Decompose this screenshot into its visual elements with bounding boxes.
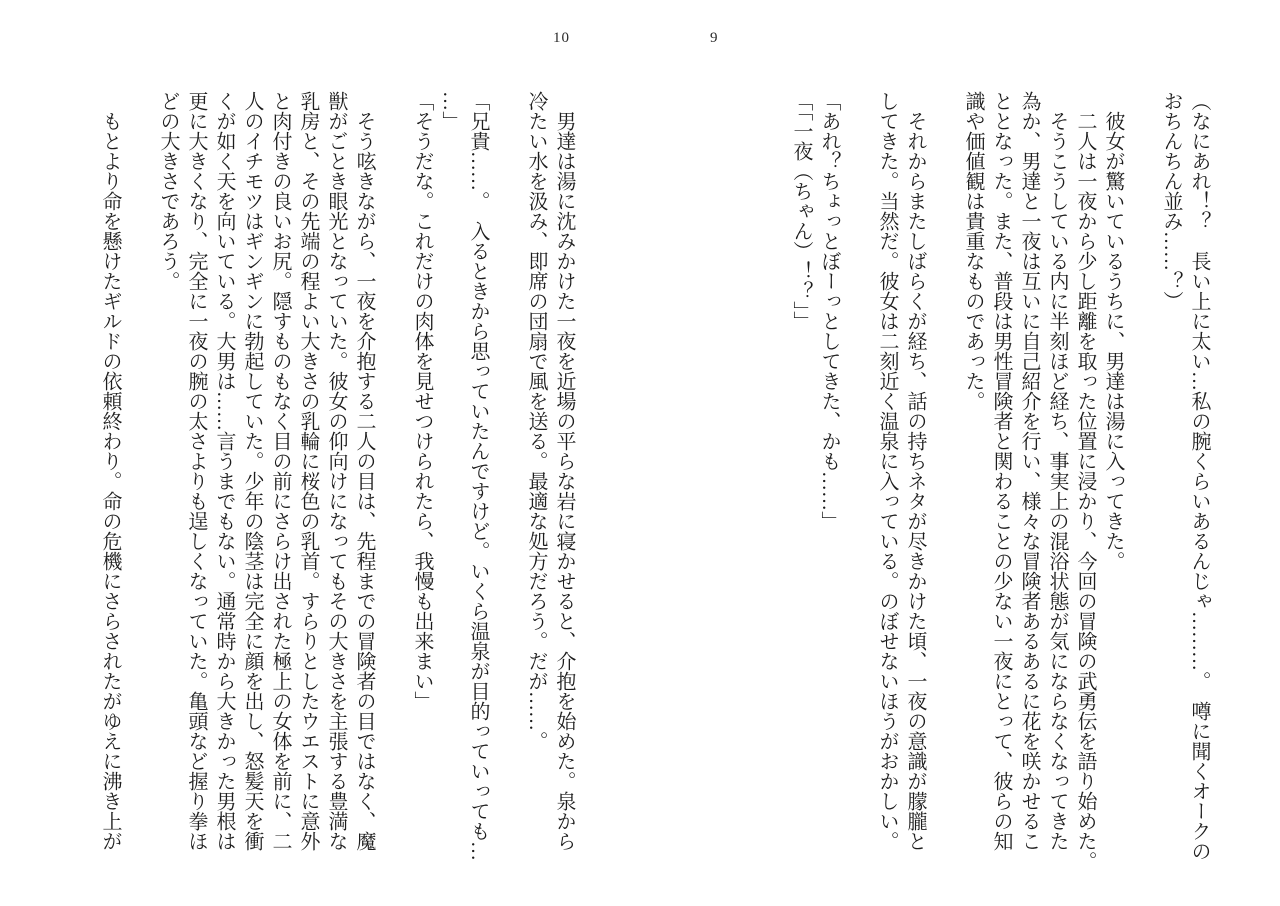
text-column: 識や価値観は貴重なものであった。 bbox=[962, 91, 984, 411]
text-column: おちんちん並み……？） bbox=[1160, 91, 1182, 311]
text-column: 「そうだな。これだけの肉体を見せつけられたら、我慢も出来まい」 bbox=[411, 91, 433, 711]
text-column: 「「一夜（ちゃん）！？」」 bbox=[790, 91, 812, 331]
text-column: もとより命を懸けたギルドの依頼終わり。命の危機にさらされたがゆえに沸き上が bbox=[99, 91, 121, 851]
text-column: 更に大きくなり、完全に一夜の腕の太さよりも逞しくなっていた。亀頭など握り拳ほ bbox=[185, 91, 207, 851]
text-column: ととなった。また、普段は男性冒険者と関わることの少ない一夜にとって、彼らの知 bbox=[990, 91, 1012, 851]
text-column: 「あれ？ちょっとぼーっとしてきた、かも……」 bbox=[818, 91, 840, 531]
text-column: 為か、男達と一夜は互いに自己紹介を行い、様々な冒険者あるあるに花を咲かせるこ bbox=[1018, 91, 1040, 851]
text-column: （なにあれ！？ 長い上に太い…私の腕くらいあるんじゃ………。 噂に聞くオークの bbox=[1188, 91, 1210, 861]
text-column: そう呟きながら、一夜を介抱する二人の目は、先程までの冒険者の目ではなく、魔 bbox=[353, 91, 375, 851]
text-column: 彼女が驚いているうちに、男達は湯に入ってきた。 bbox=[1102, 91, 1124, 571]
text-column: くが如く天を向いている。大男は……言うまでもない。通常時から大きかった男根は bbox=[213, 91, 235, 851]
text-column: 冷たい水を汲み、即席の団扇で風を送る。最適な処方だろう。だが……。 bbox=[525, 91, 547, 751]
text-column: 「兄貴……。 入るときから思っていたんですけど。いくら温泉が目的っていっても… bbox=[467, 91, 489, 861]
text-column: と肉付きの良いお尻。隠すものもなく目の前にさらけ出された極上の女体を前に、二 bbox=[269, 91, 291, 851]
text-column: 男達は湯に沈みかけた一夜を近場の平らな岩に寝かせると、介抱を始めた。泉から bbox=[553, 91, 575, 851]
text-column: 乳房と、その先端の程よい大きさの乳輪に桜色の乳首。すらりとしたウエストに意外 bbox=[297, 91, 319, 851]
page-number-right: 9 bbox=[710, 30, 719, 46]
page-10-text-block bbox=[96, 91, 578, 886]
text-column: 二人は一夜から少し距離を取った位置に浸かり、今回の冒険の武勇伝を語り始めた。 bbox=[1074, 91, 1096, 871]
text-column: してきた。当然だ。彼女は二刻近く温泉に入っている。のぼせないほうがおかしい。 bbox=[876, 91, 898, 851]
text-column: そうこうしている内に半刻ほど経ち、事実上の混浴状態が気にならなくなってきた bbox=[1046, 91, 1068, 851]
text-column: それからまたしばらくが経ち、話の持ちネタが尽きかけた頃、一夜の意識が朦朧と bbox=[904, 91, 926, 851]
text-column: どの大きさであろう。 bbox=[157, 91, 179, 291]
text-column: …」 bbox=[439, 91, 461, 131]
page-number-left: 10 bbox=[553, 30, 570, 46]
text-column: 人のイチモツはギンギンに勃起していた。少年の陰茎は完全に顔を出し、怒髪天を衝 bbox=[241, 91, 263, 851]
text-column: 獣がごとき眼光となっていた。彼女の仰向けになってもその大きさを主張する豊満な bbox=[325, 91, 347, 851]
page-9-text-block bbox=[787, 91, 1213, 886]
